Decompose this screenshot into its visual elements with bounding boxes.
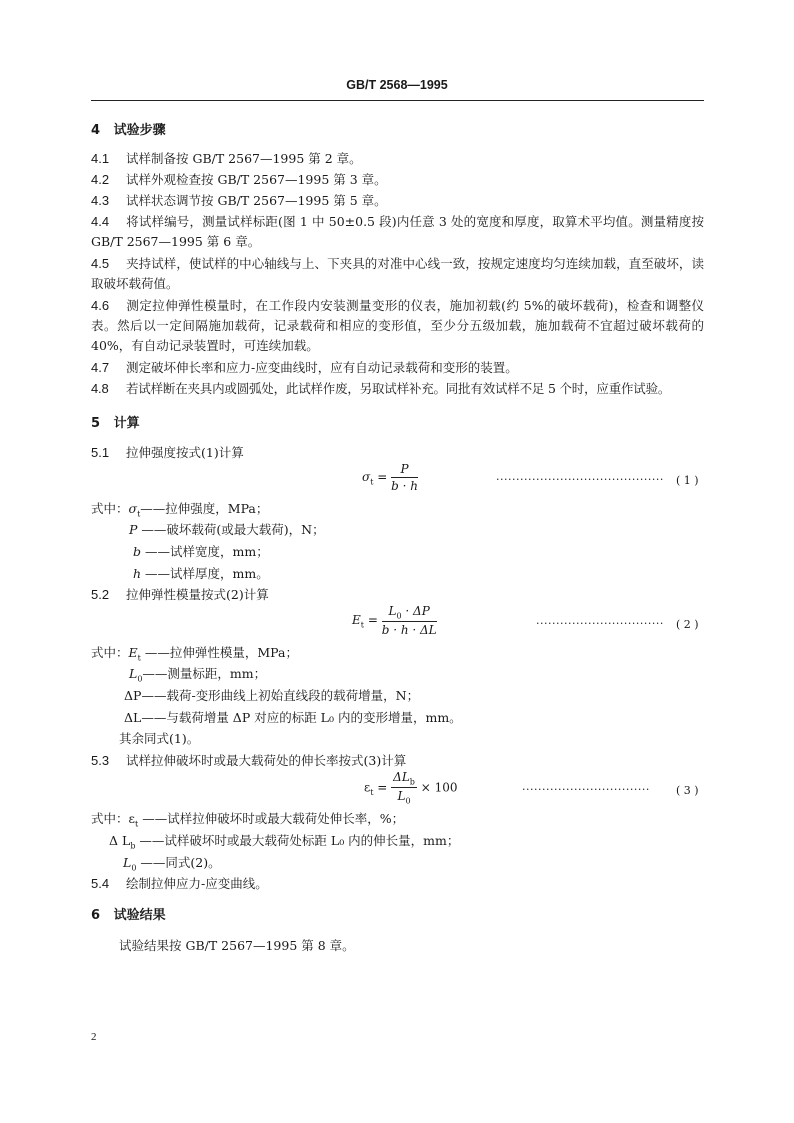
section-5-heading xyxy=(91,412,140,431)
fraction: $\frac{P}{b \cdot h}$ xyxy=(391,462,418,493)
leader-dots: ································ xyxy=(536,617,664,630)
clause-4-1: 4.1 试样制备按 GB/T 2567—1995 第 2 章。 xyxy=(91,151,362,166)
where-list-3: 式中：$\varepsilon_t$ ——试样拉伸破坏时或最大载荷处伸长率，%； xyxy=(91,811,405,829)
clause-4-7: 4.7 测定破坏伸长率和应力-应变曲线时，应有自动记录载荷和变形的装置。 xyxy=(91,360,518,375)
where-item: ΔL——与载荷增量 ΔP 对应的标距 L₀ 内的变形增量，mm。 xyxy=(124,710,462,725)
where-list-1: 式中：$\sigma_t——$拉伸强度，MPa； xyxy=(91,501,269,519)
clause-4-3: 4.3 试样状态调节按 GB/T 2567—1995 第 5 章。 xyxy=(91,193,387,208)
clause-4-8: 4.8 若试样断在夹具内或圆弧处，此试样作废，另取试样补充。同批有效试样不足 5 个时，应重作试验。 xyxy=(91,381,671,396)
fraction: $\frac{L_0 \cdot \Delta P}{b \cdot h \cdot \Delta L}$ xyxy=(381,604,437,638)
where-item: b ——试样宽度，mm； xyxy=(133,544,269,559)
section-title: 计算 xyxy=(113,416,140,431)
clause-5-2: 5.2 拉伸弹性模量按式(2)计算 xyxy=(91,587,269,602)
clause-5-4: 5.4 绘制拉伸应力-应变曲线。 xyxy=(91,876,268,891)
section-title: 试验结果 xyxy=(113,908,166,923)
clause-5-1: 5.1 拉伸强度按式(1)计算 xyxy=(91,445,244,460)
section-title: 试验步骤 xyxy=(113,123,166,138)
formula-3: $\varepsilon_t$ = $\frac{\Delta L_b}{L_0}$ × 100 xyxy=(364,770,458,806)
clause-4-4: 4.4 将试样编号，测量试样标距(图 1 中 50±0.5 段)内任意 3 处的宽度和厚度，取算术平均值。测量精度按 GB/T 2567—1995 第 6 章。 xyxy=(91,214,704,249)
page-number: 2 xyxy=(91,1031,97,1043)
where-item: h ——试样厚度，mm。 xyxy=(133,566,269,581)
clause-5-3: 5.3 试样拉伸破坏时或最大载荷处的伸长率按式(3)计算 xyxy=(91,753,407,768)
clause-4-2: 4.2 试样外观检查按 GB/T 2567—1995 第 3 章。 xyxy=(91,172,387,187)
header-rule xyxy=(91,100,704,101)
section-number: 4 xyxy=(91,123,101,138)
where-item: ΔP——载荷-变形曲线上初始直线段的载荷增量，N； xyxy=(124,688,420,703)
equation-number: ( 2 ) xyxy=(676,618,699,631)
where-item: $L_0$ ——同式(2)。 xyxy=(123,855,221,873)
others-note: 其余同式(1)。 xyxy=(119,731,200,746)
section-number: 6 xyxy=(91,908,101,923)
formula-1: $\sigma_t$ = $\frac{P}{b \cdot h}$ xyxy=(362,462,418,493)
section-6-heading xyxy=(91,904,166,923)
where-item: P ——破坏载荷(或最大载荷)，N； xyxy=(129,522,325,537)
clause-4-5: 4.5 夹持试样，使试样的中心轴线与上、下夹具的对准中心线一致，按规定速度均匀连续加载，直至破坏，读取破坏载荷值。 xyxy=(91,256,704,291)
where-item: $L_0——$测量标距，mm； xyxy=(129,666,267,684)
section-number: 5 xyxy=(91,416,101,431)
page-header: GB/T 2568—1995 xyxy=(346,78,448,92)
where-item: Δ $L_b$ ——试样破坏时或最大载荷处标距 L₀ 内的伸长量，mm； xyxy=(109,833,460,851)
equation-number: ( 3 ) xyxy=(676,784,699,797)
leader-dots: ································ xyxy=(522,783,650,796)
fraction: $\frac{\Delta L_b}{L_0}$ xyxy=(393,770,415,806)
results-text: 试验结果按 GB/T 2567—1995 第 8 章。 xyxy=(119,938,355,953)
leader-dots: ·········································· xyxy=(496,473,664,486)
equation-number: ( 1 ) xyxy=(676,474,699,487)
where-list-2: 式中：$E_t$ ——拉伸弹性模量，MPa； xyxy=(91,645,298,663)
section-4-heading xyxy=(91,119,166,138)
formula-2: $E_t$ = $\frac{L_0 \cdot \Delta P}{b \cdot h \cdot \Delta L}$ xyxy=(352,604,437,638)
clause-4-6: 4.6 测定拉伸弹性模量时，在工作段内安装测量变形的仪表，施加初载(约 5%的破坏载荷)，检查和调整仪表。然后以一定间隔施加载荷，记录载荷和相应的变形值，至少分五级加载，施加载荷不宜超过破坏载荷的 40%，有自动记录装置时，可连续加载。 xyxy=(91,298,704,353)
